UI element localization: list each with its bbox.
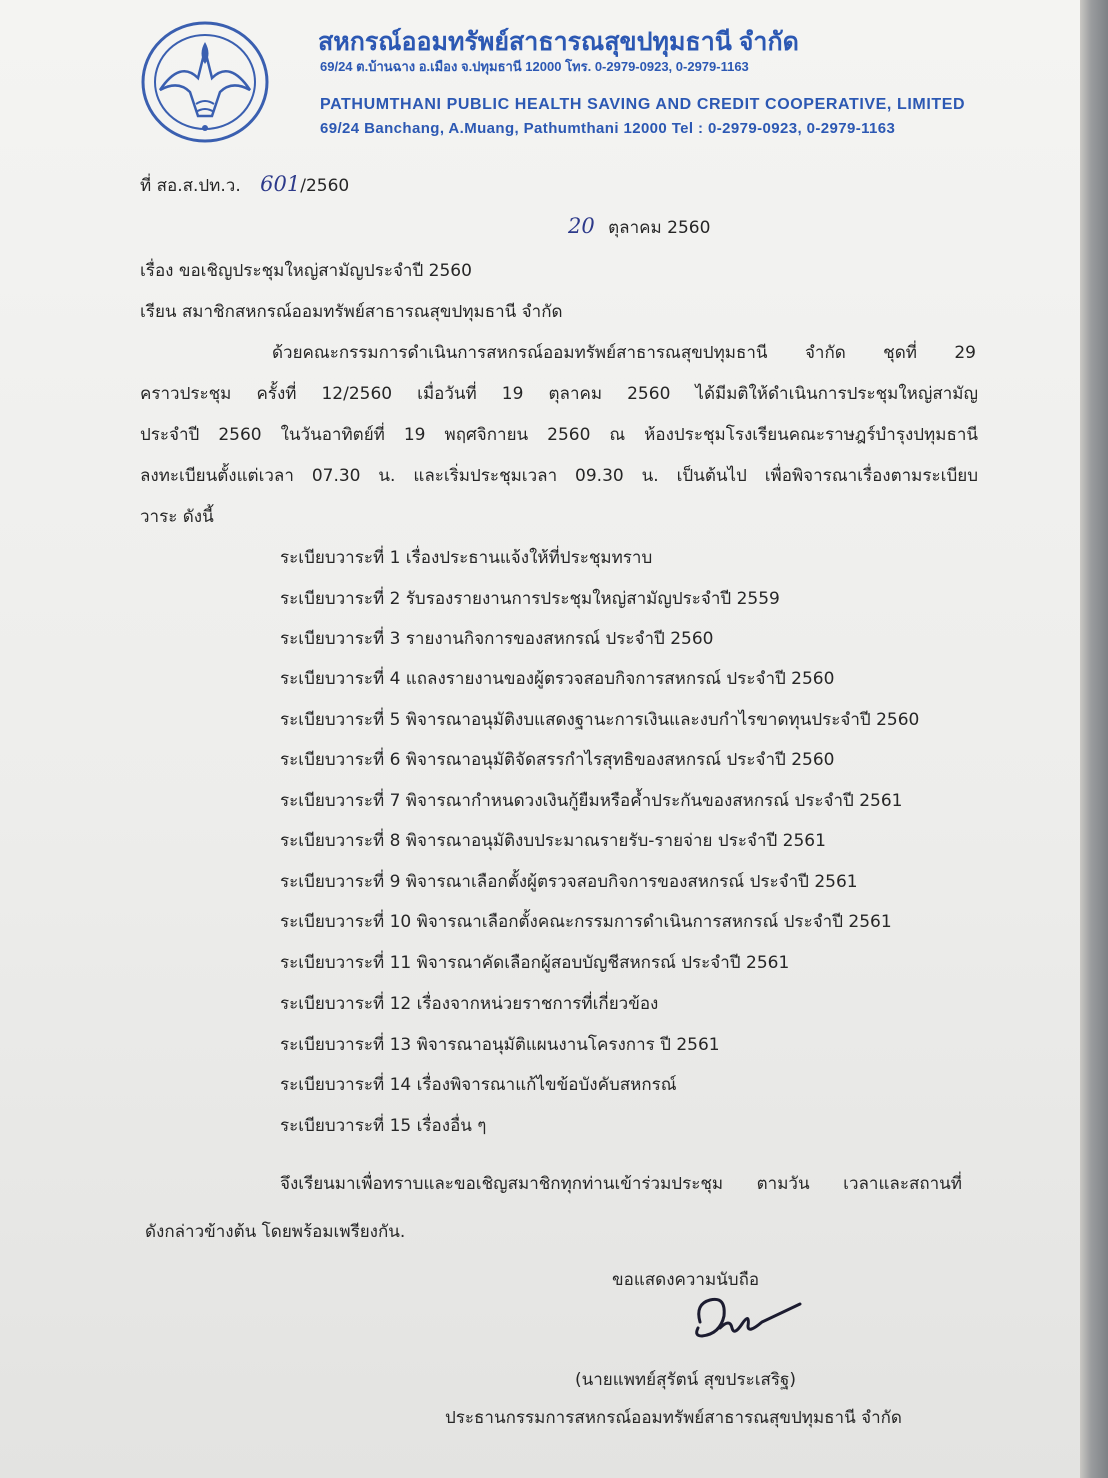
org-name-english: PATHUMTHANI PUBLIC HEALTH SAVING AND CREDIT COOPERATIVE, LIMITED	[320, 96, 966, 113]
signature-icon	[690, 1292, 810, 1352]
agenda-item: ระเบียบวาระที่ 1 เรื่องประธานแจ้งให้ที่ประชุมทราบ	[280, 548, 653, 568]
subject-line: เรื่อง ขอเชิญประชุมใหญ่สามัญประจำปี 2560	[140, 261, 472, 281]
org-name-thai: สหกรณ์ออมทรัพย์สาธารณสุขปทุมธานี จำกัด	[318, 28, 799, 56]
reference-prefix: ที่ สอ.ส.ปท.ว.	[140, 176, 241, 196]
agenda-item: ระเบียบวาระที่ 2 รับรองรายงานการประชุมใหญ่สามัญประจำปี 2559	[280, 589, 780, 609]
reference-suffix: /2560	[300, 176, 350, 196]
date-day-handwritten: 20	[568, 214, 595, 238]
agenda-item: ระเบียบวาระที่ 12 เรื่องจากหน่วยราชการที่เกี่ยวข้อง	[280, 994, 659, 1014]
closing-paragraph-line: จึงเรียนมาเพื่อทราบและขอเชิญสมาชิกทุกท่านเข้าร่วมประชุม ตามวัน เวลาและสถานที่	[280, 1174, 962, 1194]
agenda-item: ระเบียบวาระที่ 14 เรื่องพิจารณาแก้ไขข้อบังคับสหกรณ์	[280, 1075, 677, 1095]
body-paragraph-line: วาระ ดังนี้	[140, 507, 214, 527]
signer-name: (นายแพทย์สุรัตน์ สุขประเสริฐ)	[575, 1370, 797, 1390]
reference-number-handwritten: 601	[260, 172, 301, 196]
reference-number	[140, 172, 349, 199]
desk-edge	[1080, 0, 1108, 1478]
agenda-item: ระเบียบวาระที่ 15 เรื่องอื่น ๆ	[280, 1116, 487, 1136]
date-month-year: ตุลาคม 2560	[608, 218, 711, 238]
agenda-item: ระเบียบวาระที่ 10 พิจารณาเลือกตั้งคณะกรรมการดำเนินการสหกรณ์ ประจำปี 2561	[280, 912, 892, 932]
agenda-item: ระเบียบวาระที่ 13 พิจารณาอนุมัติแผนงานโครงการ ปี 2561	[280, 1035, 720, 1055]
agenda-item: ระเบียบวาระที่ 4 แถลงรายงานของผู้ตรวจสอบกิจการสหกรณ์ ประจำปี 2560	[280, 669, 835, 689]
agenda-item: ระเบียบวาระที่ 6 พิจารณาอนุมัติจัดสรรกำไรสุทธิของสหกรณ์ ประจำปี 2560	[280, 750, 835, 770]
agenda-item: ระเบียบวาระที่ 3 รายงานกิจการของสหกรณ์ ประจำปี 2560	[280, 629, 714, 649]
agenda-item: ระเบียบวาระที่ 9 พิจารณาเลือกตั้งผู้ตรวจสอบกิจการของสหกรณ์ ประจำปี 2561	[280, 872, 858, 892]
org-address-english: 69/24 Banchang, A.Muang, Pathumthani 12000 Tel : 0-2979-0923, 0-2979-1163	[320, 120, 896, 137]
closing-paragraph-line: ดังกล่าวข้างต้น โดยพร้อมเพรียงกัน.	[145, 1222, 406, 1242]
signer-title: ประธานกรรมการสหกรณ์ออมทรัพย์สาธารณสุขปทุมธานี จำกัด	[445, 1408, 902, 1428]
agenda-item: ระเบียบวาระที่ 11 พิจารณาคัดเลือกผู้สอบบัญชีสหกรณ์ ประจำปี 2561	[280, 953, 790, 973]
recipient-line: เรียน สมาชิกสหกรณ์ออมทรัพย์สาธารณสุขปทุมธานี จำกัด	[140, 302, 563, 322]
body-paragraph-line: ประจำปี 2560 ในวันอาทิตย์ที่ 19 พฤศจิกายน 2560 ณ ห้องประชุมโรงเรียนคณะราษฎร์บำรุงปทุมธานี	[140, 425, 978, 445]
org-address-thai: 69/24 ต.บ้านฉาง อ.เมือง จ.ปทุมธานี 12000 โทร. 0-2979-0923, 0-2979-1163	[320, 59, 749, 74]
body-paragraph-line: ด้วยคณะกรรมการดำเนินการสหกรณ์ออมทรัพย์สาธารณสุขปทุมธานี จำกัด ชุดที่ 29	[272, 343, 976, 363]
letter-date	[568, 214, 710, 241]
body-paragraph-line: ลงทะเบียนตั้งแต่เวลา 07.30 น. และเริ่มประชุมเวลา 09.30 น. เป็นต้นไป เพื่อพิจารณาเรื่องตามระเบียบ	[140, 466, 978, 486]
agenda-item: ระเบียบวาระที่ 7 พิจารณากำหนดวงเงินกู้ยืมหรือค้ำประกันของสหกรณ์ ประจำปี 2561	[280, 791, 903, 811]
cooperative-seal-icon	[140, 20, 270, 144]
agenda-item: ระเบียบวาระที่ 5 พิจารณาอนุมัติงบแสดงฐานะการเงินและงบกำไรขาดทุนประจำปี 2560	[280, 710, 920, 730]
agenda-item: ระเบียบวาระที่ 8 พิจารณาอนุมัติงบประมาณรายรับ-รายจ่าย ประจำปี 2561	[280, 831, 826, 851]
body-paragraph-line: คราวประชุม ครั้งที่ 12/2560 เมื่อวันที่ 19 ตุลาคม 2560 ได้มีมติให้ดำเนินการประชุมใหญ่สามัญ	[140, 384, 978, 404]
signoff: ขอแสดงความนับถือ	[612, 1270, 760, 1290]
